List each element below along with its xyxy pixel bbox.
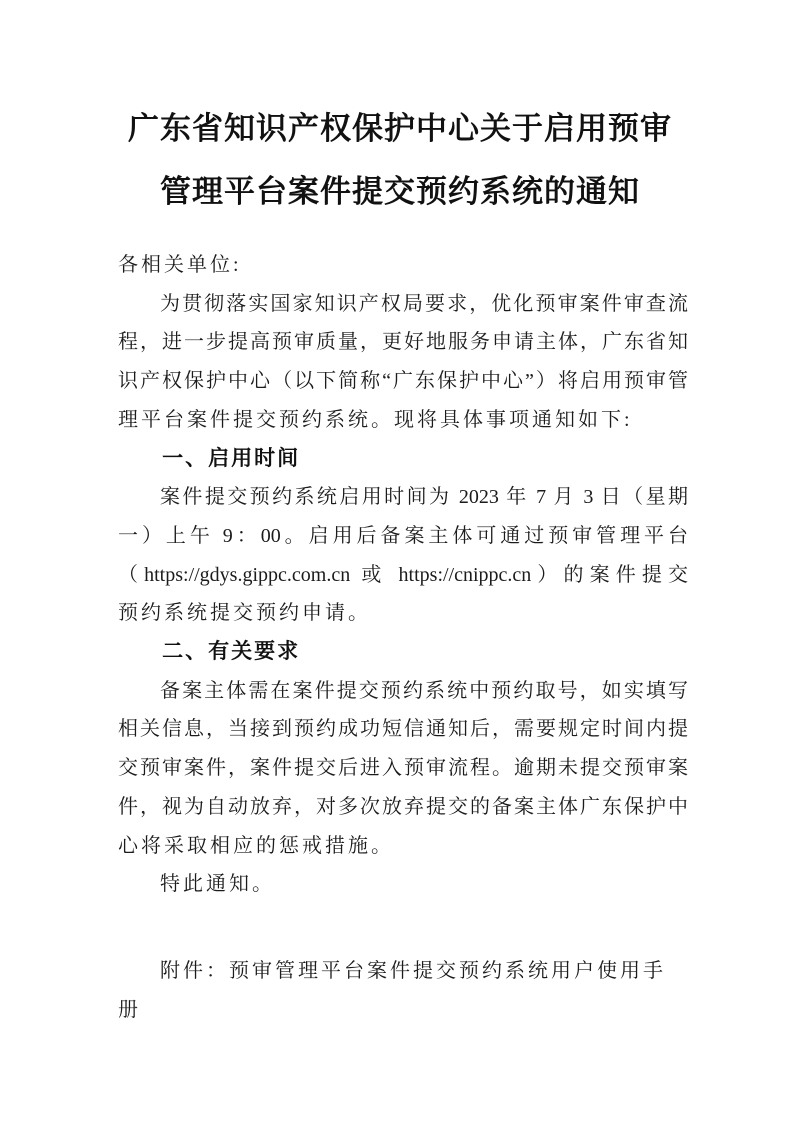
body-line: 各相关单位: xyxy=(118,254,242,276)
body-line: 相关信息，当接到预约成功短信通知后，需要规定时间内提 xyxy=(118,718,688,741)
body-line: 备案主体需在案件提交预约系统中预约取号，如实填写 xyxy=(160,679,688,702)
section-heading: 一、启用时间 xyxy=(162,446,301,470)
section-heading: 二、有关要求 xyxy=(162,640,301,664)
body-line: 理平台案件提交预约系统。现将具体事项通知如下: xyxy=(118,408,633,431)
body-line: （https://gdys.gippc.com.cn 或 https://cnippc.cn）的案件提交 xyxy=(118,563,688,586)
notice-title xyxy=(0,97,800,223)
body-line: 案件提交预约系统启用时间为 2023 年 7 月 3 日（星期 xyxy=(160,486,688,509)
body-line: 附件：预审管理平台案件提交预约系统用户使用手册 xyxy=(118,959,666,1021)
body-line: 件，视为自动放弃，对多次放弃提交的备案主体广东保护中 xyxy=(118,795,688,818)
blank-line xyxy=(118,904,688,952)
body-line: 程，进一步提高预审质量，更好地服务申请主体，广东省知 xyxy=(118,331,688,354)
body-line: 预约系统提交预约申请。 xyxy=(118,602,371,625)
body-line: 特此通知。 xyxy=(160,873,275,896)
body-line: 为贯彻落实国家知识产权局要求，优化预审案件审查流 xyxy=(160,292,688,315)
notice-body xyxy=(118,246,688,1029)
notice-title-line-2: 管理平台案件提交预约系统的通知 xyxy=(160,174,640,209)
notice-title-line-1: 广东省知识产权保护中心关于启用预审 xyxy=(128,111,672,146)
body-line: 交预审案件，案件提交后进入预审流程。逾期未提交预审案 xyxy=(118,757,688,780)
body-line: 识产权保护中心（以下简称“广东保护中心”）将启用预审管 xyxy=(118,370,688,393)
body-line: 心将采取相应的惩戒措施。 xyxy=(118,834,394,857)
body-line: 一）上午 9：00。启用后备案主体可通过预审管理平台 xyxy=(118,524,688,547)
